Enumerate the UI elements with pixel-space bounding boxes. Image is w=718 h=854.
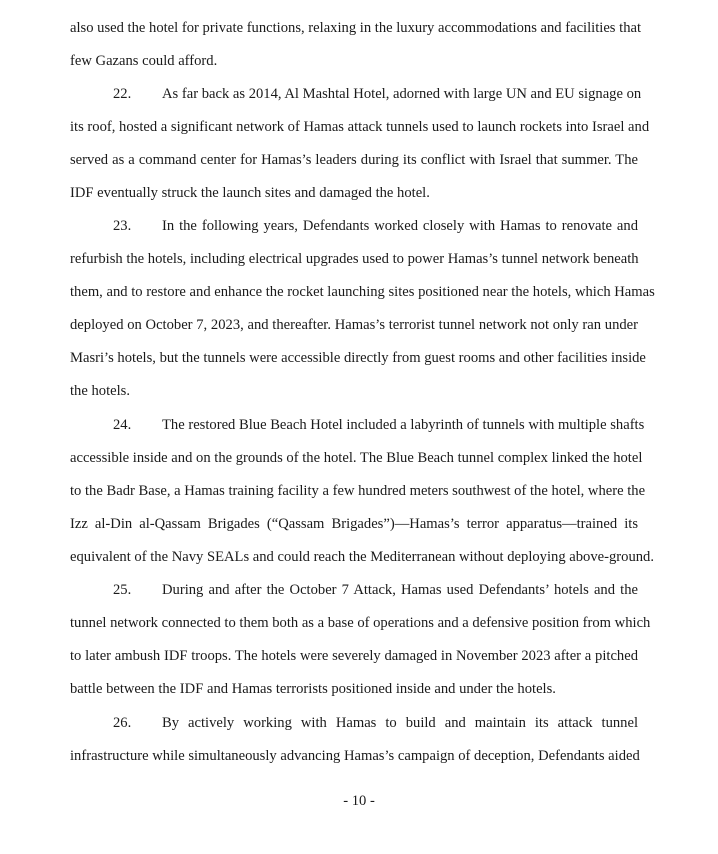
- text-line: them, and to restore and enhance the rocket launching sites positioned near the hotels, which Hamas: [70, 284, 655, 300]
- text-line: battle between the IDF and Hamas terrorists positioned inside and under the hotels.: [70, 681, 556, 697]
- text-line: By actively working with Hamas to build and maintain its attack tunnel: [162, 715, 638, 731]
- text-line: equivalent of the Navy SEALs and could reach the Mediterranean without deploying above-ground.: [70, 549, 654, 565]
- page-number: - 10 -: [343, 793, 375, 809]
- text-line: tunnel network connected to them both as a base of operations and a defensive position from which: [70, 615, 651, 631]
- text-line: infrastructure while simultaneously advancing Hamas’s campaign of deception, Defendants aided: [70, 748, 640, 764]
- paragraph-number: 23.: [113, 218, 132, 234]
- text-line: the hotels.: [70, 383, 130, 399]
- text-line: During and after the October 7 Attack, Hamas used Defendants’ hotels and the: [162, 582, 638, 598]
- paragraph-number: 24.: [113, 417, 132, 433]
- text-line: In the following years, Defendants worked closely with Hamas to renovate and: [162, 218, 638, 234]
- text-line: accessible inside and on the grounds of the hotel. The Blue Beach tunnel complex linked the hotel: [70, 450, 643, 466]
- paragraph-number: 26.: [113, 715, 132, 731]
- text-line: to the Badr Base, a Hamas training facility a few hundred meters southwest of the hotel, where the: [70, 483, 646, 499]
- text-line: its roof, hosted a significant network of Hamas attack tunnels used to launch rockets into Israel and: [70, 119, 650, 135]
- paragraph-number: 22.: [113, 86, 132, 102]
- text-line: Masri’s hotels, but the tunnels were accessible directly from guest rooms and other facilities inside: [70, 350, 646, 366]
- text-line: to later ambush IDF troops. The hotels were severely damaged in November 2023 after a pitched: [70, 648, 638, 664]
- text-line: served as a command center for Hamas’s leaders during its conflict with Israel that summer. The: [70, 152, 638, 168]
- text-line: deployed on October 7, 2023, and thereafter. Hamas’s terrorist tunnel network not only ran under: [70, 317, 638, 333]
- text-line: Izz al-Din al-Qassam Brigades (“Qassam Brigades”)—Hamas’s terror apparatus—trained its: [70, 516, 638, 532]
- text-line: also used the hotel for private functions, relaxing in the luxury accommodations and facilities that: [70, 20, 642, 36]
- text-line: As far back as 2014, Al Mashtal Hotel, adorned with large UN and EU signage on: [162, 86, 642, 102]
- text-line: few Gazans could afford.: [70, 53, 218, 69]
- text-line: IDF eventually struck the launch sites and damaged the hotel.: [70, 185, 430, 201]
- paragraph-number: 25.: [113, 582, 132, 598]
- text-line: refurbish the hotels, including electrical upgrades used to power Hamas’s tunnel network beneath: [70, 251, 639, 267]
- text-line: The restored Blue Beach Hotel included a labyrinth of tunnels with multiple shafts: [162, 417, 645, 433]
